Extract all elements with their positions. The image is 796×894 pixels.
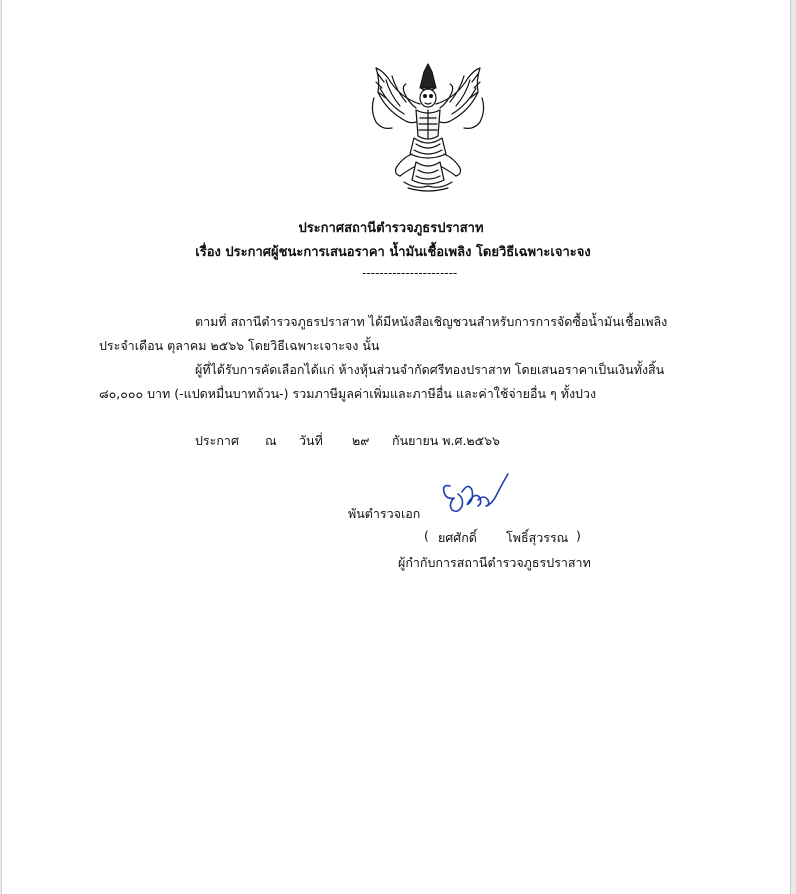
date-announce-label: ประกาศ	[195, 433, 239, 448]
date-month-year: กันยายน พ.ศ.๒๕๖๖	[392, 433, 500, 448]
garuda-emblem-icon	[364, 58, 492, 196]
date-at-label: ณ	[265, 433, 277, 448]
date-day-value: ๒๙	[352, 433, 370, 448]
date-day-label: วันที่	[299, 433, 323, 448]
signer-rank: พันตำรวจเอก	[348, 506, 421, 521]
name-open-paren: (	[424, 528, 429, 543]
document-page	[1, 0, 791, 894]
name-close-paren: )	[576, 528, 581, 543]
paragraph-2-line-1: ผู้ที่ได้รับการคัดเลือกได้แก่ ห้างหุ้นส่วนจำกัดศรีทองปราสาท โดยเสนอราคาเป็นเงินทั้งสิ้น	[195, 362, 665, 377]
paragraph-2-line-2: ๘๐,๐๐๐ บาท (-แปดหมื่นบาทถ้วน-) รวมภาษีมูลค่าเพิ่มและภาษีอื่น และค่าใช้จ่ายอื่น ๆ ทั้งปวง	[99, 386, 597, 401]
signer-position: ผู้กำกับการสถานีตำรวจภูธรปราสาท	[398, 555, 591, 570]
paragraph-1-line-2: ประจำเดือน ตุลาคม ๒๕๖๖ โดยวิธีเฉพาะเจาะจง นั้น	[99, 338, 380, 353]
document-title: ประกาศสถานีตำรวจภูธรปราสาท	[298, 221, 484, 236]
signer-first-name: ยศศักดิ์	[438, 530, 477, 545]
title-divider: ----------------------	[362, 266, 458, 280]
handwritten-signature-icon	[438, 470, 514, 516]
signer-last-name: โพธิ์สุวรรณ	[506, 530, 569, 545]
document-subject: เรื่อง ประกาศผู้ชนะการเสนอราคา น้ำมันเชื้อเพลิง โดยวิธีเฉพาะเจาะจง	[195, 245, 591, 260]
paragraph-1-line-1: ตามที่ สถานีตำรวจภูธรปราสาท ได้มีหนังสือเชิญชวนสำหรับการการจัดซื้อน้ำมันเชื้อเพลิง	[195, 314, 668, 329]
